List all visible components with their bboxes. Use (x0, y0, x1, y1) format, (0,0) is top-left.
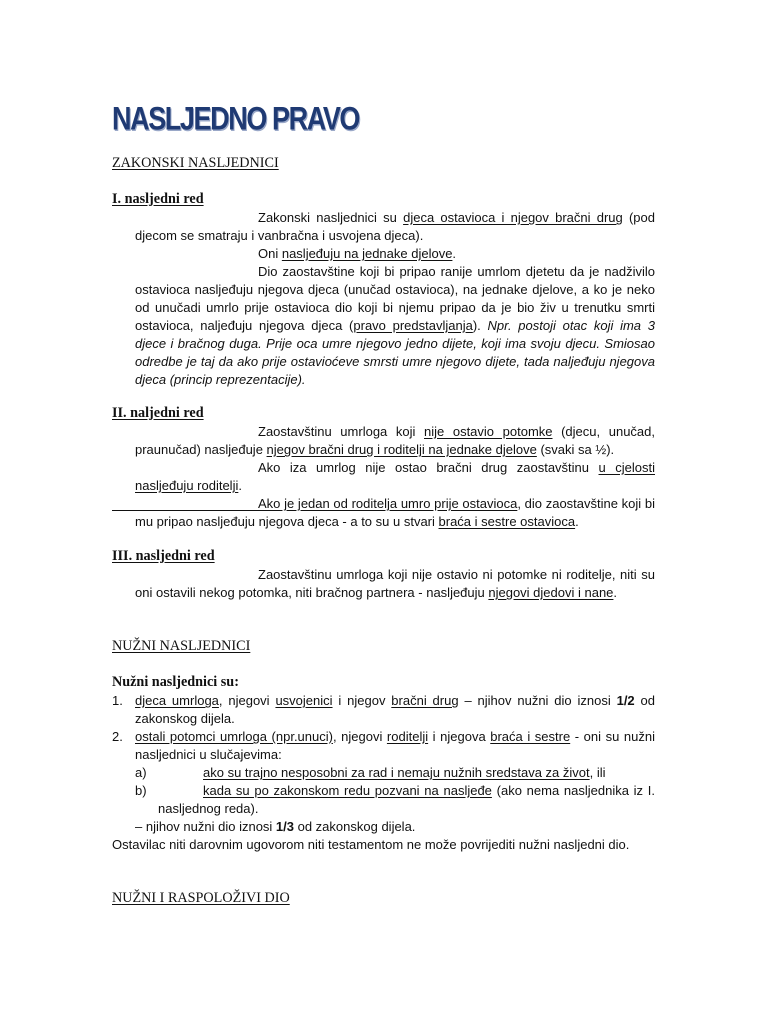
paragraph-red2-1: Zaostavštinu umrloga koji nije ostavio potomke (djecu, unučad, praunučad) nasljeđuje njegov bračni drug i roditelji na jednake djelove (svaki sa ½). (135, 424, 655, 457)
subheading-red-3: III. nasljedni red (112, 548, 215, 564)
underlined-text: njegov bračni drug i roditelji na jednake djelove (266, 442, 537, 457)
subheading-red-2: II. naljedni red (112, 405, 204, 421)
sub-item-a: ako su trajno nesposobni za rad i nemaju nužnih sredstava za život, ili (203, 765, 606, 780)
underlined-text: nasljeđuju na jednake djelove (281, 246, 453, 261)
closing-paragraph: Ostavilac niti darovnim ugovorom niti testamentom ne može povrijediti nužni nasljedni dio. (112, 837, 630, 852)
paragraph-red1-3: Dio zaostavštine koji bi pripao ranije umrlom djetetu da je nadživilo ostavioca nasljeđuju njegova djeca (unučad ostavioca), na jednake djelove, a ko je neko od unučadi umrlo prije ostavioca dio koji bi njemu pripao da je bio živ u trenutku smrti ostavioca, nalјeđuju njegova djeca (pravo predstavljanja). Npr. postoji otac koji ima 3 djece i bračnog duga. Prije oca umre njegovo jedno dijete, koji ima svoju djecu. Smiosao odredbe je taj da ako prije ostavioćeve smrsti umre njegovo dijete, tada nalјeđuju njegova djeca (princip reprezentacije). (135, 264, 655, 387)
section-heading-zakonski: ZAKONSKI NASLJEDNICI (112, 155, 279, 171)
paragraph-red2-3: Ako je jedan od roditelja umro prije ostavioca, dio zaostavštine koji bi mu pripao nasljeđuju njegova djeca - a to su u stvari braća i sestre ostavioca. (135, 496, 656, 529)
example-text: Npr. postoji otac koji ima 3 djece i bračnog duga. Prije oca umre njegovo jedno dijete, koji ima svoju djecu. Smiosao odredbe je taj da ako prije ostavioćeve smrsti umre njegovo dijete, tada nalјeđuju njegova djeca (princip reprezentacije). (135, 318, 655, 387)
underlined-text: nije ostavio potomke (424, 424, 553, 439)
portion-line: – njihov nužni dio iznosi 1/3 od zakonskog dijela. (135, 819, 416, 834)
underlined-text: roditelji (386, 729, 429, 744)
list-item-2: ostali potomci umrloga (npr.unuci), njegovi roditelji i njegova braća i sestre - oni su nužni nasljednici u slučajevima: (135, 729, 655, 762)
sub-item-b: kada su po zakonskom redu pozvani na nasljeđe (ako nema nasljednika iz I. nasljednog reda). (158, 783, 656, 816)
underlined-text: u cjelosti nasljeđuju roditelji (135, 460, 655, 493)
list-item-1: djeca umrloga, njegovi usvojenici i njegov bračni drug – njihov nužni dio iznosi 1/2 od zakonskog dijela. (135, 693, 655, 726)
sub-item-label-a: a) (135, 765, 147, 780)
section-heading-nuzni: NUŽNI NASLJEDNICI (112, 638, 251, 654)
paragraph-red1-1: Zakonski nasljednici su djeca ostavioca i njegov bračni drug (pod djecom se smatraju i vanbračna i usvojena djeca). (135, 210, 655, 243)
underlined-text: ostali potomci umrloga (npr.unuci) (135, 729, 333, 744)
list-number: 2. (112, 729, 123, 744)
underlined-text: djeca umrloga (135, 693, 219, 708)
underlined-text: braća i sestre (490, 729, 571, 744)
subheading-nuzni-su: Nužni nasljednici su: (112, 674, 239, 690)
underlined-text: braća i sestre ostavioca (438, 514, 576, 529)
paragraph-red3-1: Zaostavštinu umrloga koji nije ostavio ni potomke ni roditelje, niti su oni ostavili nekog potomka, niti bračnog partnera - nasljeđuju njegovi djedovi i nane. (135, 567, 655, 600)
list-number: 1. (112, 693, 123, 708)
underlined-text: pravo predstavljanja (353, 318, 473, 333)
underlined-text: kada su po zakonskom redu pozvani na nasljeđe (203, 783, 492, 798)
sub-item-label-b: b) (135, 783, 147, 798)
subheading-red-1: I. nasljedni red (112, 191, 204, 207)
document-title: NASLJEDNO PRAVO (112, 100, 360, 137)
underlined-text: Ako je jedan od roditelja umro prije ostavioca (258, 496, 518, 511)
underlined-text: ako su trajno nesposobni za rad i nemaju nužnih sredstava za život (203, 765, 590, 780)
underlined-text: djeca ostavioca i njegov bračni drug (403, 210, 623, 225)
underlined-text: njegovi djedovi i nane (488, 585, 614, 600)
underlined-text: bračni drug (391, 693, 459, 708)
paragraph-red2-2: Ako iza umrlog nije ostao bračni drug zaostavštinu u cjelosti nasljeđuju roditelji. (135, 460, 655, 493)
section-heading-raspolozivi: NUŽNI I RASPOLOŽIVI DIO (112, 890, 290, 906)
paragraph-red1-2: Oni nasljeđuju na jednake djelove. (258, 246, 457, 261)
bold-fraction: 1/2 (616, 693, 635, 708)
underlined-text: usvojenici (275, 693, 333, 708)
bold-fraction: 1/3 (275, 819, 294, 834)
